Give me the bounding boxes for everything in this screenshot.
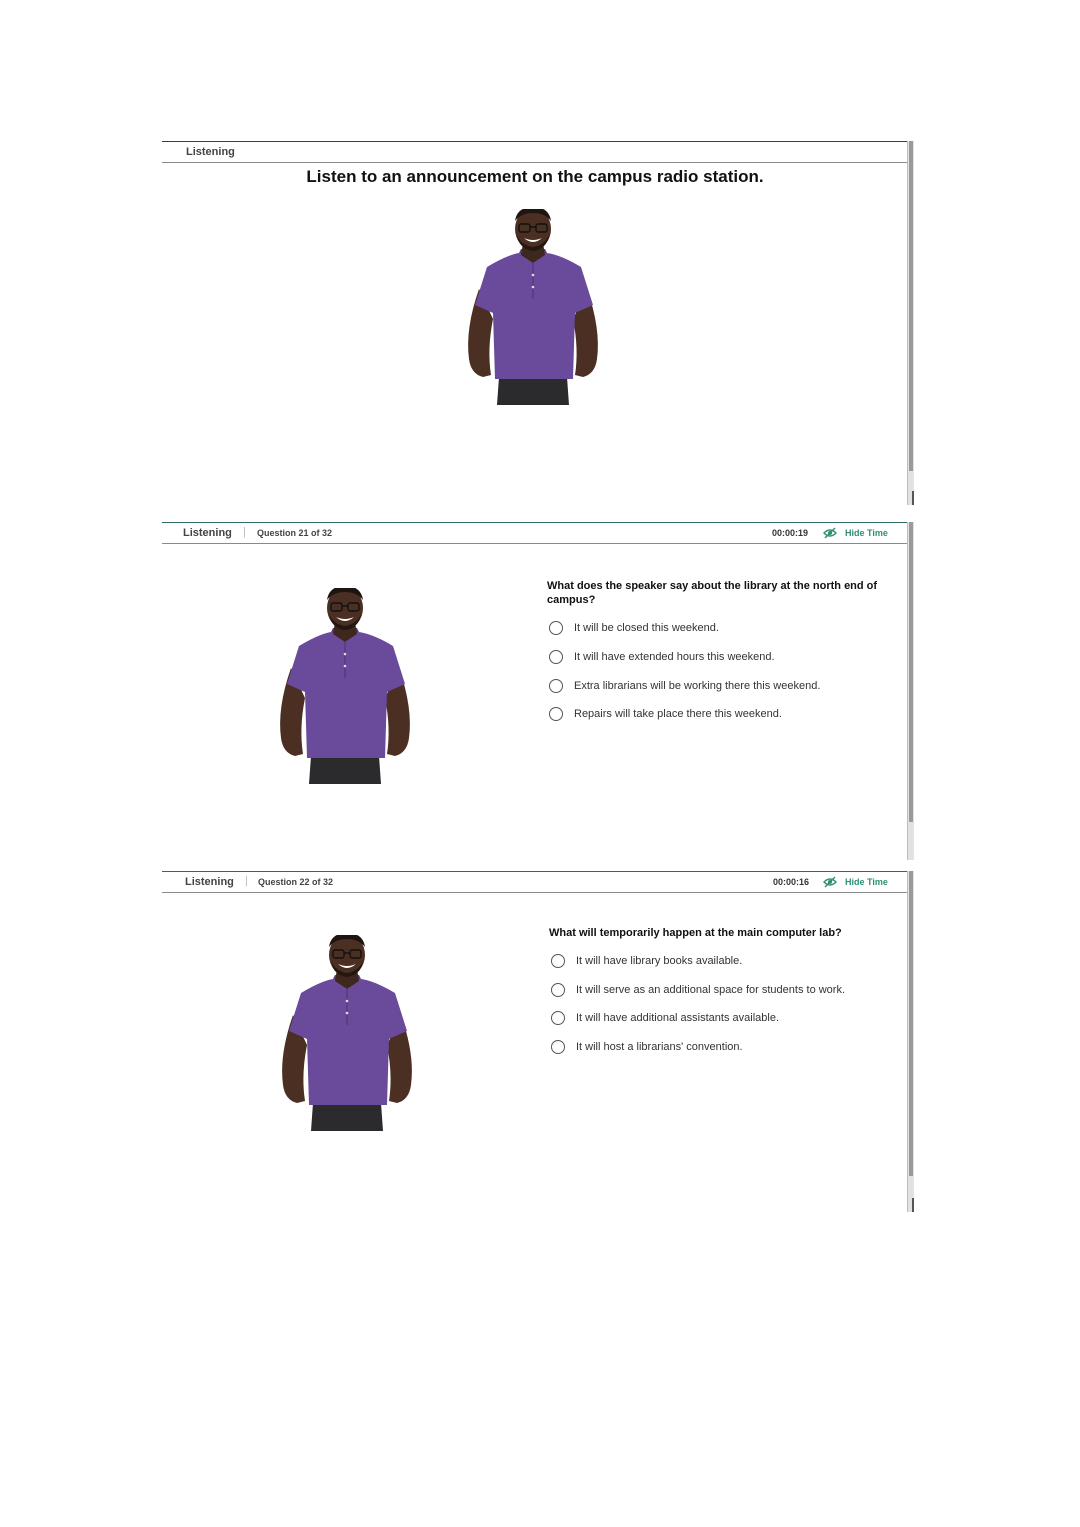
instruction-heading: Listen to an announcement on the campus radio station. [306,167,764,186]
question-text: What does the speaker say about the library at the north end of campus? [547,580,878,606]
question-counter: Question 21 of 32 [257,528,333,538]
answer-option[interactable] [549,621,889,637]
panel-edge [912,491,914,505]
answer-option[interactable] [551,1040,891,1056]
answer-option[interactable] [549,707,889,723]
timer: 00:00:19 [772,528,809,538]
hide-time-button[interactable]: Hide Time [845,528,888,538]
top-bar [162,871,908,893]
answer-option[interactable] [549,650,889,666]
hide-time-button[interactable]: Hide Time [845,877,888,887]
radio-button-icon[interactable] [551,1040,565,1054]
intro-screen [162,141,914,505]
speaker-image [269,588,421,786]
radio-button-icon[interactable] [551,1011,565,1025]
top-bar [162,141,908,163]
scrollbar[interactable] [907,871,914,1212]
speaker-image [457,209,609,407]
option-label: It will be closed this weekend. [574,622,719,634]
question-counter: Question 22 of 32 [258,877,334,887]
option-label: Repairs will take place there this weekend. [574,708,782,720]
radio-button-icon[interactable] [549,621,563,635]
option-label: It will serve as an additional space for students to work. [576,984,846,996]
option-label: It will have library books available. [576,955,743,967]
question-screen-21 [162,522,914,860]
section-label: Listening [185,876,234,888]
option-label: It will host a librarians' convention. [576,1041,743,1053]
radio-button-icon[interactable] [549,679,563,693]
option-label: Extra librarians will be working there this weekend. [574,680,821,692]
radio-button-icon[interactable] [551,983,565,997]
divider: | [245,875,248,887]
answer-option[interactable] [551,983,891,999]
question-screen-22 [162,871,914,1212]
scrollbar[interactable] [907,141,914,505]
divider: | [243,526,246,538]
radio-button-icon[interactable] [549,650,563,664]
option-label: It will have additional assistants available. [576,1012,780,1024]
radio-button-icon[interactable] [549,707,563,721]
question-text: What will temporarily happen at the main computer lab? [549,927,842,939]
speaker-image [271,935,423,1133]
top-bar [162,522,908,544]
section-label: Listening [186,146,235,158]
answer-option[interactable] [549,679,889,695]
answer-option[interactable] [551,954,891,970]
section-label: Listening [183,527,232,539]
scrollbar[interactable] [907,522,914,860]
eye-slash-icon[interactable] [823,527,837,539]
timer: 00:00:16 [773,877,810,887]
option-label: It will have extended hours this weekend. [574,651,775,663]
panel-edge [912,1198,914,1212]
eye-slash-icon[interactable] [823,876,837,888]
radio-button-icon[interactable] [551,954,565,968]
answer-option[interactable] [551,1011,891,1027]
